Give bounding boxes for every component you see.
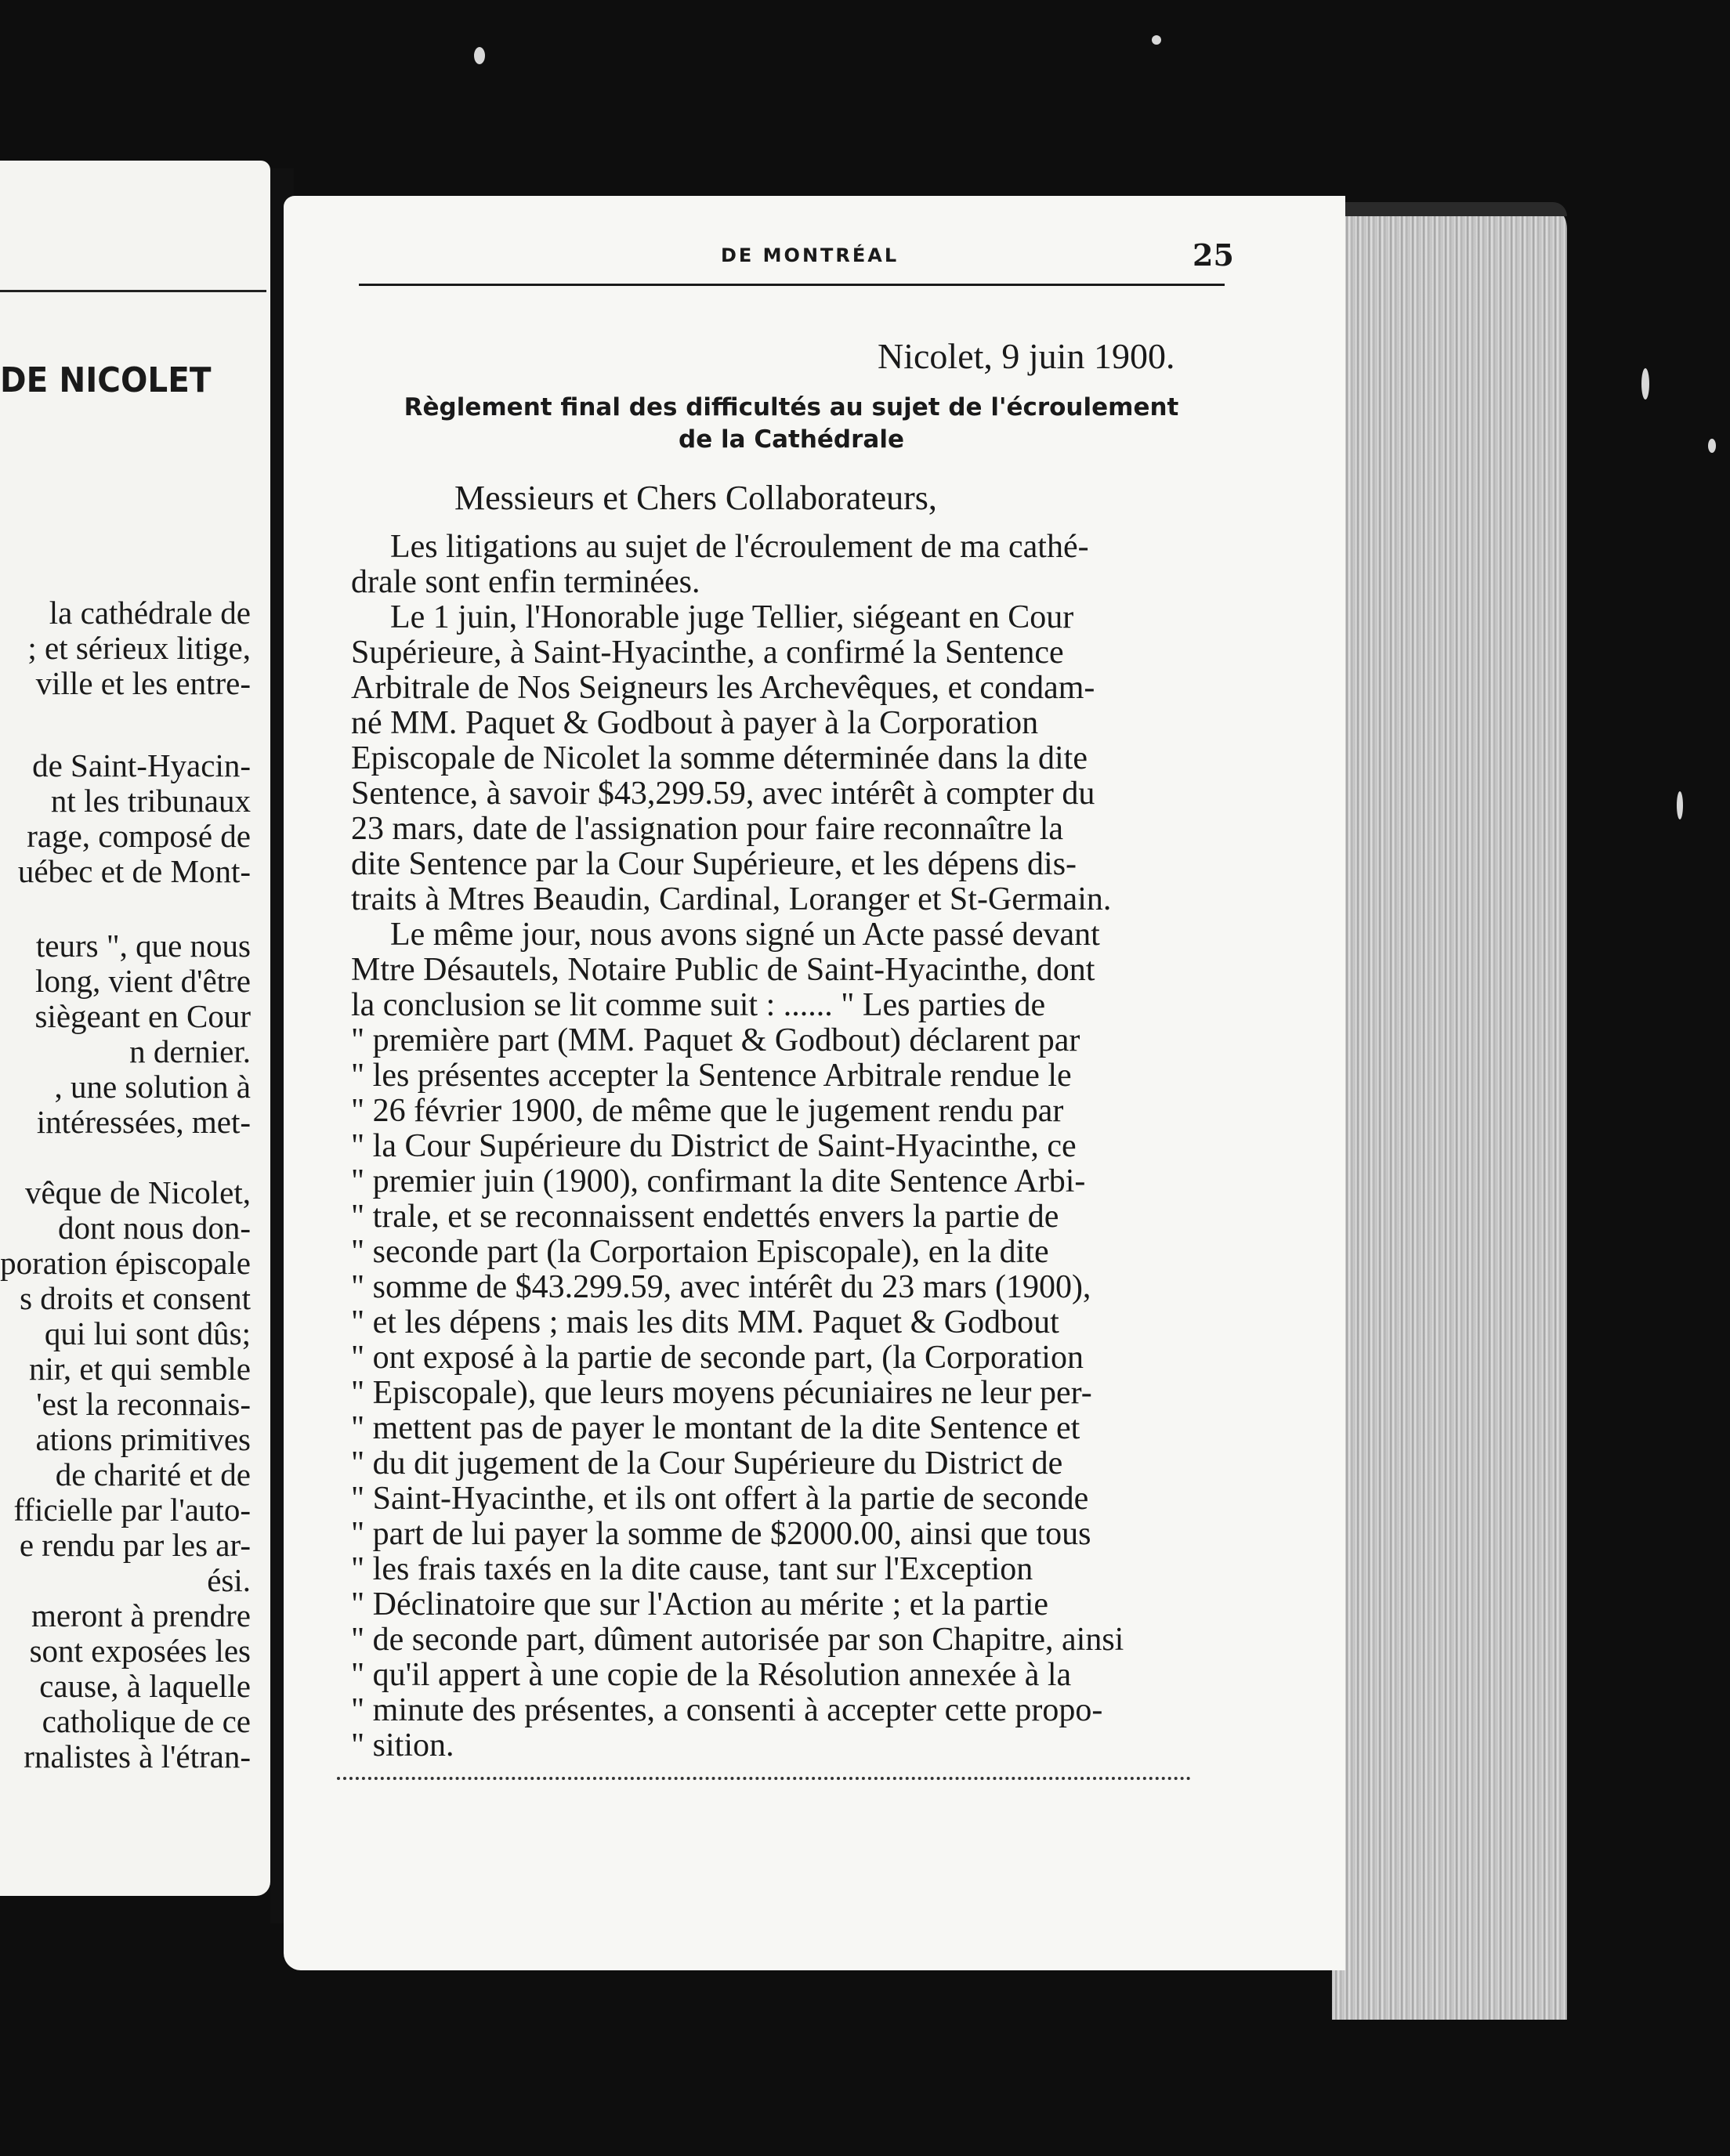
body-text-line: la conclusion se lit comme suit : ...... " Les parties de — [351, 987, 1046, 1023]
body-text-line: " somme de $43.299.59, avec intérêt du 23 mars (1900), — [351, 1269, 1091, 1305]
letter-title-line-1: Règlement final des difficultés au sujet de l'écroulement — [404, 393, 1179, 421]
body-text-line: " qu'il appert à une copie de la Résolution annexée à la — [351, 1657, 1072, 1693]
body-text-line: Le même jour, nous avons signé un Acte passé devant — [390, 917, 1100, 953]
body-text-line: Mtre Désautels, Notaire Public de Saint-Hyacinthe, dont — [351, 952, 1095, 988]
body-text-line: Sentence, à savoir $43,299.59, avec intérêt à compter du — [351, 776, 1095, 812]
letter-title-line-2: de la Cathédrale — [679, 425, 904, 454]
left-text-line: n dernier. — [129, 1033, 251, 1069]
left-text-line: poration épiscopale — [0, 1245, 251, 1281]
left-text-line: ations primitives — [35, 1421, 251, 1457]
left-text-line: , une solution à — [54, 1069, 251, 1105]
body-text-line: drale sont enfin terminées. — [351, 564, 700, 600]
left-header-rule — [0, 290, 266, 292]
body-text-line: " et les dépens ; mais les dits MM. Paquet & Godbout — [351, 1304, 1059, 1340]
book-fore-edge-top — [1332, 202, 1567, 216]
header-rule — [359, 284, 1225, 286]
left-text-line: e rendu par les ar- — [19, 1527, 251, 1563]
scan-speck — [1152, 35, 1161, 45]
body-text-line: " Saint-Hyacinthe, et ils ont offert à la partie de seconde — [351, 1481, 1089, 1517]
body-text-line: " première part (MM. Paquet & Godbout) déclarent par — [351, 1022, 1080, 1058]
left-text-line: siègeant en Cour — [34, 998, 251, 1034]
body-text-line: " part de lui payer la somme de $2000.00, ainsi que tous — [351, 1516, 1091, 1552]
left-text-line: nt les tribunaux — [50, 783, 251, 819]
body-text-line: " la Cour Supérieure du District de Saint-Hyacinthe, ce — [351, 1128, 1077, 1164]
body-text-line: " premier juin (1900), confirmant la dite Sentence Arbi- — [351, 1163, 1086, 1199]
body-text-line: " ont exposé à la partie de seconde part, (la Corporation — [351, 1340, 1084, 1376]
left-text-line: ville et les entre- — [35, 665, 251, 701]
body-text-line: Arbitrale de Nos Seigneurs les Archevêques, et condam- — [351, 670, 1095, 706]
body-text-line: " 26 février 1900, de même que le jugement rendu par — [351, 1093, 1064, 1129]
left-text-line: 'est la reconnais- — [36, 1386, 251, 1422]
left-text-line: nir, et qui semble — [28, 1351, 251, 1387]
body-text-line: " les présentes accepter la Sentence Arbitrale rendue le — [351, 1058, 1072, 1094]
body-text-line: 23 mars, date de l'assignation pour faire reconnaître la — [351, 811, 1064, 847]
left-text-line: meront à prendre — [31, 1597, 251, 1633]
left-text-line: fficielle par l'auto- — [13, 1492, 251, 1528]
body-text-line: " les frais taxés en la dite cause, tant sur l'Exception — [351, 1551, 1033, 1587]
running-head: DE MONTRÉAL — [721, 244, 899, 266]
left-text-line: s droits et consent — [20, 1280, 251, 1316]
page-number: 25 — [1193, 237, 1234, 273]
left-text-line: rage, composé de — [27, 818, 251, 854]
body-text-line: Episcopale de Nicolet la somme déterminée dans la dite — [351, 740, 1088, 776]
left-text-line: de Saint-Hyacin- — [32, 747, 251, 783]
left-text-line: ; et sérieux litige, — [27, 630, 251, 666]
ellipsis-dotted-line — [337, 1777, 1191, 1785]
letter-body — [351, 530, 1213, 1764]
body-text-line: Supérieure, à Saint-Hyacinthe, a confirmé la Sentence — [351, 635, 1064, 671]
scan-speck — [1677, 791, 1683, 819]
letter-title — [376, 392, 1207, 456]
left-text-line: uébec et de Mont- — [17, 853, 251, 889]
body-text-line: né MM. Paquet & Godbout à payer à la Corporation — [351, 705, 1039, 741]
body-text-line: " seconde part (la Corportaion Episcopale), en la dite — [351, 1234, 1049, 1270]
book-fore-edge — [1332, 202, 1567, 2020]
left-text-line: ési. — [207, 1562, 251, 1598]
body-text-line: " sition. — [351, 1727, 454, 1764]
left-text-line: catholique de ce — [42, 1703, 251, 1739]
left-text-line: la cathédrale de — [49, 595, 251, 631]
scan-speck — [1708, 439, 1716, 453]
body-text-line: " du dit jugement de la Cour Supérieure du District de — [351, 1445, 1063, 1481]
body-text-line: " trale, et se reconnaissent endettés envers la partie de — [351, 1199, 1059, 1235]
left-text-line: intéressées, met- — [36, 1104, 251, 1140]
body-text-line: " de seconde part, dûment autorisée par son Chapitre, ainsi — [351, 1622, 1124, 1658]
body-text-line: traits à Mtres Beaudin, Cardinal, Loranger et St-Germain. — [351, 881, 1112, 917]
body-text-line: " mettent pas de payer le montant de la dite Sentence et — [351, 1410, 1080, 1446]
body-text-line: Le 1 juin, l'Honorable juge Tellier, siégeant en Cour — [390, 599, 1074, 635]
dateline: Nicolet, 9 juin 1900. — [878, 336, 1175, 376]
left-text-line: teurs ", que nous — [35, 928, 251, 964]
body-text-line: dite Sentence par la Cour Supérieure, et les dépens dis- — [351, 846, 1077, 882]
left-text-line: vêque de Nicolet, — [24, 1174, 251, 1210]
scan-speck — [474, 47, 485, 64]
body-text-line: Les litigations au sujet de l'écroulement de ma cathé- — [390, 529, 1089, 565]
left-text-line: dont nous don- — [58, 1210, 251, 1246]
left-text-line: qui lui sont dûs; — [44, 1315, 251, 1351]
left-text-line: sont exposées les — [29, 1633, 251, 1669]
body-text-line: " Déclinatoire que sur l'Action au mérite ; et la partie — [351, 1586, 1049, 1622]
left-text-line: de charité et de — [55, 1456, 251, 1492]
scan-speck — [1641, 368, 1649, 400]
left-page — [0, 161, 270, 1896]
left-text-line: cause, à laquelle — [39, 1668, 251, 1704]
salutation: Messieurs et Chers Collaborateurs, — [454, 479, 937, 517]
left-text-line: rnalistes à l'étran- — [24, 1738, 251, 1774]
body-text-line: " Episcopale), que leurs moyens pécuniaires ne leur per- — [351, 1375, 1092, 1411]
left-text-line: long, vient d'être — [35, 963, 251, 999]
body-text-line: " minute des présentes, a consenti à accepter cette propo- — [351, 1692, 1103, 1728]
left-page-heading: DE NICOLET — [0, 360, 212, 400]
